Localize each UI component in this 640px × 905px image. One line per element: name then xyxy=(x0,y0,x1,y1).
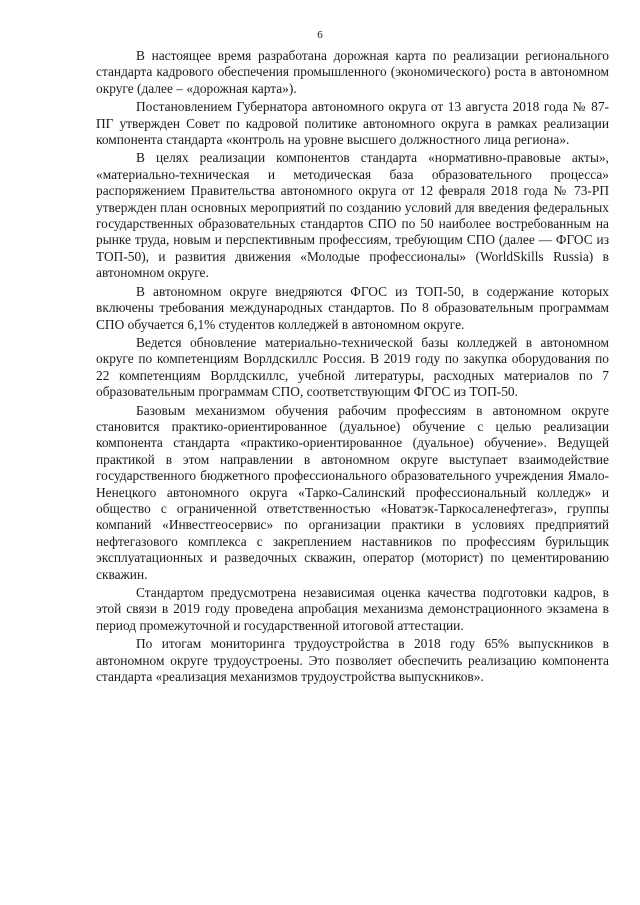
paragraph-regulatory-acts: В целях реализации компонентов стандарта «нормативно-правовые акты», «материально-техническая и методическая база образовательного процесса» распоряжением Правительства автономного округа от 12 февраля 2018 года № 73-РП утвержден план основных мероприятий по созданию условий для введения федеральных государственных образовательных стандартов СПО по 50 наиболее востребованным на рынке труда, новым и перспективным профессиям, требующим СПО (далее — ФГОС из ТОП-50), и развития движения «Молодые профессионалы» (WorldSkills Russia) в автономном округе. xyxy=(96,150,609,281)
paragraph-fgos-top50: В автономном округе внедряются ФГОС из ТОП-50, в содержание которых включены требования международных стандартов. По 8 образовательным программам СПО обучается 6,1% студентов колледжей в автономном округе. xyxy=(96,283,609,332)
paragraph-employment-monitoring: По итогам мониторинга трудоустройства в 2018 году 65% выпускников в автономном округе трудоустроены. Это позволяет обеспечить реализацию компонента стандарта «реализация механизмов трудоустройства выпускников». xyxy=(96,636,609,685)
document-body xyxy=(96,48,609,687)
paragraph-governor-decree: Постановлением Губернатора автономного округа от 13 августа 2018 года № 87-ПГ утвержден Совет по кадровой политике автономного округа в рамках реализации компонента стандарта «контроль на уровне высшего должностного лица региона». xyxy=(96,99,609,148)
paragraph-independent-assessment: Стандартом предусмотрена независимая оценка качества подготовки кадров, в этой связи в 2019 году проведена апробация механизма демонстрационного экзамена в период промежуточной и государственной итоговой аттестации. xyxy=(96,585,609,633)
page-number: 6 xyxy=(317,29,323,41)
paragraph-roadmap: В настоящее время разработана дорожная карта по реализации регионального стандарта кадрового обеспечения промышленного (экономического) роста в автономном округе (далее – «дорожная карта»). xyxy=(96,48,609,96)
paragraph-dual-training: Базовым механизмом обучения рабочим профессиям в автономном округе становится практико-ориентированное (дуальное) обучение с целью реализации компонента стандарта «практико-ориентированное (дуальное) обучение». Ведущей практикой в этом направлении в автономном округе выступает взаимодействие государственного бюджетного профессионального образовательного учреждения Ямало-Ненецкого автономного округа «Тарко-Салинский профессиональный колледж» и общество с ограниченной ответственностью «Новатэк-Таркосаленефтегаз», группы компаний «Инвестгеосервис» по организации практики в условиях предприятий нефтегазового комплекса с закреплением наставников по профессиям бурильщик эксплуатационных и разведочных скважин, оператор (моторист) по цементированию скважин. xyxy=(96,402,609,582)
paragraph-material-base: Ведется обновление материально-технической базы колледжей в автономном округе по компетенциям Ворлдскиллс Россия. В 2019 году по закупка оборудования по 22 компетенциям Ворлдскиллс, учебной литературы, расходных материалов по 7 образовательным программам СПО, соответствующим ФГОС из ТОП-50. xyxy=(96,334,609,400)
